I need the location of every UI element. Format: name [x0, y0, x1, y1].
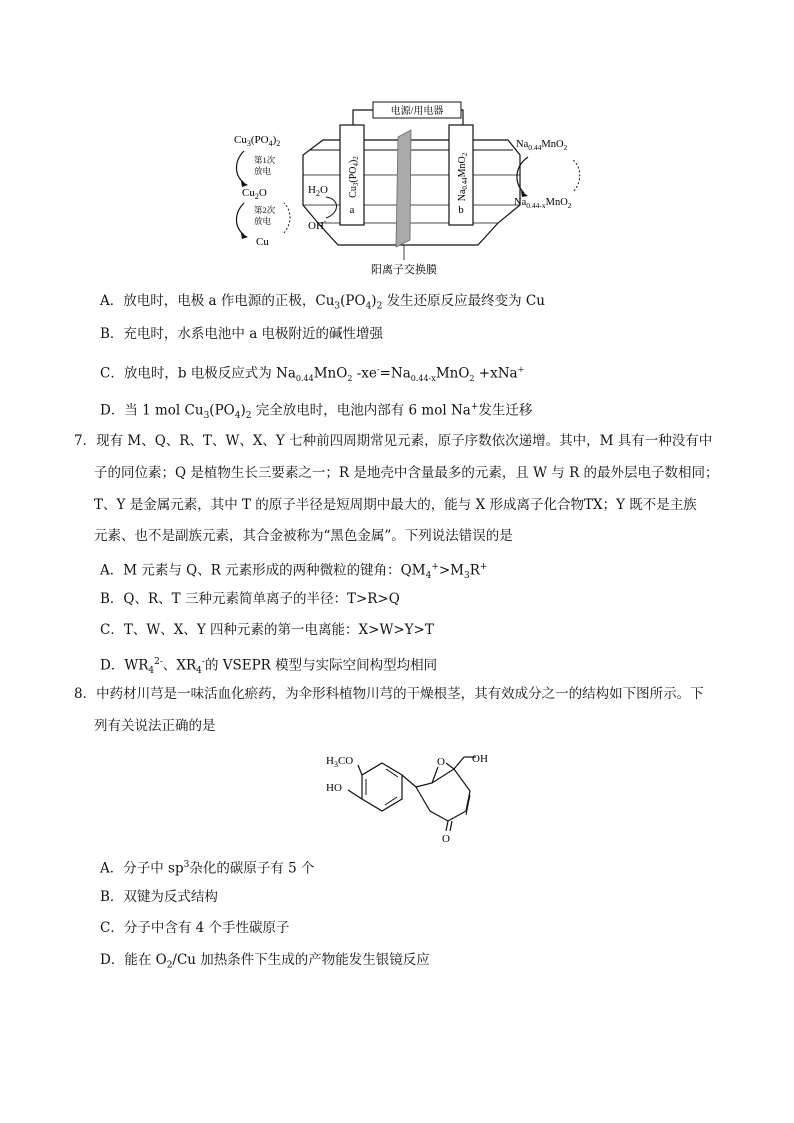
- q7-stem-line4: 元素、也不是副族元素，其合金被称为“黑色金属”。下列说法错误的是: [94, 528, 513, 544]
- cycle-right-return-arrow: [572, 159, 580, 191]
- first-discharge-line1: 第1次: [254, 155, 276, 165]
- wire-left: [353, 110, 373, 125]
- methoxy-bond: [358, 765, 362, 775]
- cation-exchange-membrane: [396, 130, 411, 247]
- q8-stem-line1: 8．中药材川芎是一味活血化瘀药，为伞形科植物川芎的干燥根茎，其有效成分之一的结构如下图所示。下: [74, 686, 704, 702]
- ketone-bond-1: [446, 821, 448, 831]
- q7-option-a: A．M 元素与 Q、R 元素形成的两种微粒的键角：$QM_4^+>M_3R^+$: [100, 562, 488, 582]
- ketone-oxygen-label: O: [442, 833, 450, 845]
- cycle-left-return-arrow: [284, 203, 290, 233]
- hydroxymethyl-label: OH: [472, 753, 488, 765]
- q8-stem-line2: 列有关说法正确的是: [94, 718, 216, 734]
- benzene-ring: [362, 763, 402, 811]
- q7-option-c: C．T、W、X、Y 四种元素的第一电离能：X>W>Y>T: [100, 622, 434, 638]
- q8-option-a: A．分子中 $sp^3$杂化的碳原子有 5 个: [100, 860, 315, 877]
- battery-diagram: [228, 95, 598, 280]
- bicyclic-frame: [416, 769, 470, 821]
- q8-option-b: B．双键为反式结构: [100, 889, 218, 905]
- electrode-a-label: a: [349, 204, 355, 216]
- phenol-label: HO: [326, 782, 342, 794]
- q6-option-d: D．当 1 mol $Cu_3(PO_4)_2$ 完全放电时，电池内部有 6 mol Na+发生迁移: [100, 402, 533, 422]
- water-label: $H_2O$: [308, 184, 328, 198]
- second-discharge-line1: 第2次: [254, 205, 276, 215]
- cycle-right-bottom: $Na_{0.44-x}MnO_2$: [514, 197, 572, 210]
- electrode-b-label: b: [458, 204, 464, 216]
- first-discharge-line2: 放电: [254, 166, 272, 176]
- membrane-label: 阳离子交换膜: [371, 264, 437, 276]
- bridge-oxygen-label: O: [437, 756, 445, 768]
- q7-stem-line3: T、Y 是金属元素，其中 T 的原子半径是短周期中最大的，能与 X 形成离子化合物TX；Y 既不是主族: [94, 497, 697, 513]
- water-arrow: [326, 197, 337, 218]
- electrode-a-material: $Cu_3(PO_4)_2$: [348, 156, 360, 198]
- q6-option-b: B．充电时，水系电池中 a 电极附近的碱性增强: [100, 326, 384, 342]
- hydroxide-label: OH-: [308, 217, 327, 232]
- cycle-left-top: $Cu_3(PO_4)_2$: [234, 134, 281, 148]
- q7-stem-line1: 7．现有 M、Q、R、T、W、X、Y 七种前四周期常见元素，原子序数依次递增。其中，M 具有一种没有中: [74, 433, 713, 449]
- aryl-link-bond: [402, 775, 416, 787]
- methoxy-label: $H_3CO$: [326, 755, 354, 769]
- electrode-b-material: $Na_{0.44}MnO_2$: [457, 152, 469, 202]
- cycle-left-arrowhead-2: [241, 233, 248, 239]
- oxygen-bridge-right: [446, 763, 454, 769]
- cell-container: [303, 140, 520, 245]
- cycle-left-bottom: Cu: [256, 236, 269, 248]
- q7-stem-line2: 子的同位素；Q 是植物生长三要素之一；R 是地壳中含量最多的元素，且 W 与 R 的最外层电子数相同；: [94, 465, 719, 481]
- phenol-bond: [348, 790, 362, 799]
- molecular-structure: [320, 745, 500, 845]
- cycle-left-arrow-2: [237, 203, 245, 235]
- second-discharge-line2: 放电: [254, 216, 272, 226]
- cycle-left-arrow-1: [237, 151, 245, 183]
- q7-option-b: B．Q、R、T 三种元素简单离子的半径：T>R>Q: [100, 591, 400, 607]
- q8-option-c: C．分子中含有 4 个手性碳原子: [100, 920, 290, 936]
- aromatic-bond-2: [385, 797, 397, 805]
- aromatic-bond-1: [386, 769, 398, 777]
- q7-option-d: D．$WR_4^{2-}$、$XR_4^-$的 VSEPR 模型与实际空间构型均相同: [100, 657, 438, 677]
- q8-option-d: D．能在 $O_2/Cu$ 加热条件下生成的产物能发生银镜反应: [100, 952, 430, 971]
- hydroxymethyl-bond-1: [454, 757, 464, 769]
- q6-option-c: C．放电时，b 电极反应式为 $Na_{0.44}MnO_2$ $-xe^-=Na_{0.44-x}MnO_2 +xNa^+$: [100, 365, 525, 384]
- q6-option-a: A．放电时，电极 a 作电源的正极，$Cu_3(PO_4)_2$ 发生还原反应最终变为 Cu: [100, 293, 545, 312]
- cycle-right-top: $Na_{0.44}MnO_2$: [516, 139, 568, 152]
- ketone-bond-2: [450, 821, 452, 831]
- cycle-left-middle: $Cu_2O$: [242, 187, 267, 201]
- power-source-label: 电源/用电器: [390, 106, 444, 117]
